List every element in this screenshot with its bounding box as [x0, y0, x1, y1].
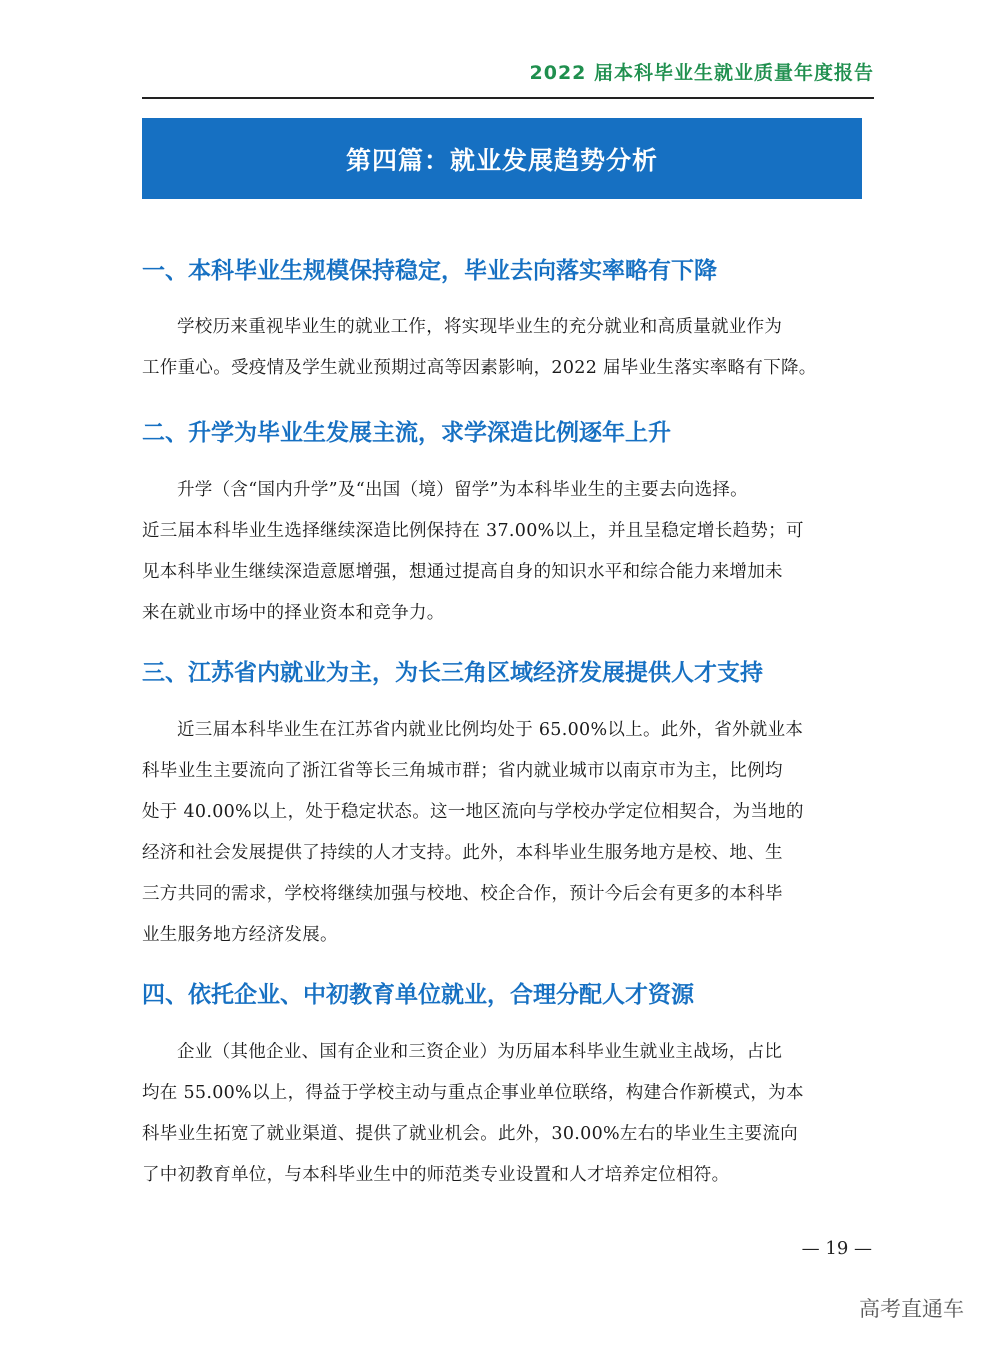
paragraph-line: 学校历来重视毕业生的就业工作，将实现毕业生的充分就业和高质量就业作为	[177, 317, 783, 337]
paragraph-line: 三方共同的需求，学校将继续加强与校地、校企合作，预计今后会有更多的本科毕	[142, 884, 783, 904]
chapter-title: 第四篇：就业发展趋势分析	[345, 145, 658, 175]
paragraph-line: 均在 55.00%以上，得益于学校主动与重点企事业单位联络，构建合作新模式，为本	[142, 1083, 804, 1103]
paragraph-line: 业生服务地方经济发展。	[142, 925, 338, 945]
chapter-title-banner	[142, 118, 862, 199]
section-2	[142, 418, 862, 634]
paragraph-line: 工作重心。受疫情及学生就业预期过高等因素影响，2022 届毕业生落实率略有下降。	[142, 358, 817, 378]
section-paragraph	[142, 307, 862, 389]
header-divider	[142, 97, 874, 99]
section-4	[142, 980, 862, 1196]
page-number: — 19 —	[801, 1238, 872, 1259]
paragraph-line: 处于 40.00%以上，处于稳定状态。这一地区流向与学校办学定位相契合，为当地的	[142, 802, 804, 822]
paragraph-line: 见本科毕业生继续深造意愿增强，想通过提高自身的知识水平和综合能力来增加未	[142, 562, 783, 582]
section-paragraph	[142, 470, 862, 634]
paragraph-line: 了中初教育单位，与本科毕业生中的师范类专业设置和人才培养定位相符。	[142, 1165, 730, 1185]
section-heading: 四、依托企业、中初教育单位就业，合理分配人才资源	[142, 982, 694, 1008]
section-3	[142, 658, 862, 956]
paragraph-line: 经济和社会发展提供了持续的人才支持。此外，本科毕业生服务地方是校、地、生	[142, 843, 783, 863]
paragraph-line: 近三届本科毕业生选择继续深造比例保持在 37.00%以上，并且呈稳定增长趋势；可	[142, 521, 804, 541]
paragraph-line: 科毕业生主要流向了浙江省等长三角城市群；省内就业城市以南京市为主，比例均	[142, 761, 783, 781]
paragraph-line: 升学（含“国内升学”及“出国（境）留学”为本科毕业生的主要去向选择。	[177, 480, 748, 500]
section-1	[142, 256, 862, 389]
paragraph-line: 来在就业市场中的择业资本和竞争力。	[142, 603, 445, 623]
paragraph-line: 近三届本科毕业生在江苏省内就业比例均处于 65.00%以上。此外，省外就业本	[177, 720, 804, 740]
paragraph-line: 企业（其他企业、国有企业和三资企业）为历届本科毕业生就业主战场，占比	[177, 1042, 783, 1062]
section-heading: 一、本科毕业生规模保持稳定，毕业去向落实率略有下降	[142, 258, 717, 284]
watermark-text: 高考直通车	[859, 1297, 964, 1321]
section-heading: 三、江苏省内就业为主，为长三角区域经济发展提供人才支持	[142, 660, 763, 686]
section-heading: 二、升学为毕业生发展主流，求学深造比例逐年上升	[142, 420, 671, 446]
paragraph-line: 科毕业生拓宽了就业渠道、提供了就业机会。此外，30.00%左右的毕业生主要流向	[142, 1124, 798, 1144]
running-header-title: 2022 届本科毕业生就业质量年度报告	[529, 62, 874, 84]
section-paragraph	[142, 710, 862, 956]
section-paragraph	[142, 1032, 862, 1196]
